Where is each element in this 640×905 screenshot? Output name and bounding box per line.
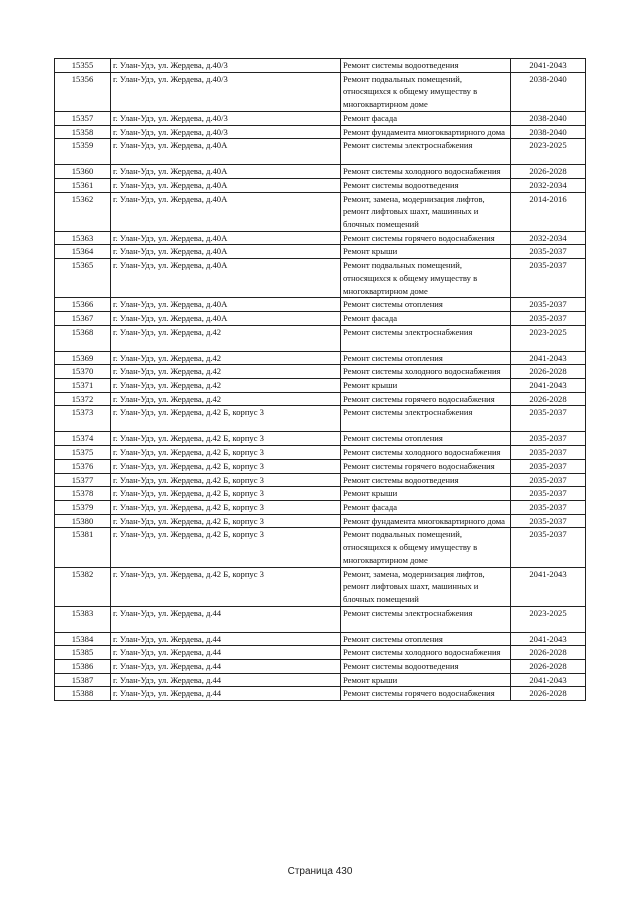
table-row [55, 72, 586, 111]
row-number-cell: 15384 [55, 632, 111, 646]
work-type-cell: Ремонт системы электроснабжения [341, 325, 511, 351]
work-type-cell: Ремонт системы горячего водоснабжения [341, 459, 511, 473]
period-cell: 2026-2028 [511, 660, 586, 674]
address-cell: г. Улан-Удэ, ул. Жердева, д.42 Б, корпус 3 [111, 459, 341, 473]
period-cell: 2035-2037 [511, 459, 586, 473]
table-row [55, 245, 586, 259]
capital-repair-table [54, 58, 586, 701]
period-cell: 2026-2028 [511, 646, 586, 660]
period-cell: 2041-2043 [511, 379, 586, 393]
work-type-cell: Ремонт системы горячего водоснабжения [341, 687, 511, 701]
row-number-cell: 15378 [55, 487, 111, 501]
row-number-cell: 15387 [55, 673, 111, 687]
address-cell: г. Улан-Удэ, ул. Жердева, д.40/3 [111, 72, 341, 111]
address-cell: г. Улан-Удэ, ул. Жердева, д.44 [111, 660, 341, 674]
table-row [55, 528, 586, 567]
period-cell: 2035-2037 [511, 446, 586, 460]
period-cell: 2038-2040 [511, 72, 586, 111]
period-cell: 2035-2037 [511, 406, 586, 432]
work-type-cell: Ремонт системы холодного водоснабжения [341, 446, 511, 460]
row-number-cell: 15382 [55, 567, 111, 606]
period-cell: 2035-2037 [511, 500, 586, 514]
table-row [55, 325, 586, 351]
table-row [55, 632, 586, 646]
work-type-cell: Ремонт системы водоотведения [341, 660, 511, 674]
address-cell: г. Улан-Удэ, ул. Жердева, д.42 Б, корпус 3 [111, 514, 341, 528]
address-cell: г. Улан-Удэ, ул. Жердева, д.40А [111, 178, 341, 192]
table-row [55, 365, 586, 379]
table-row [55, 567, 586, 606]
address-cell: г. Улан-Удэ, ул. Жердева, д.42 [111, 351, 341, 365]
period-cell: 2041-2043 [511, 59, 586, 73]
address-cell: г. Улан-Удэ, ул. Жердева, д.42 Б, корпус 3 [111, 473, 341, 487]
period-cell: 2035-2037 [511, 473, 586, 487]
row-number-cell: 15366 [55, 298, 111, 312]
period-cell: 2026-2028 [511, 365, 586, 379]
work-type-cell: Ремонт системы горячего водоснабжения [341, 231, 511, 245]
period-cell: 2035-2037 [511, 311, 586, 325]
address-cell: г. Улан-Удэ, ул. Жердева, д.42 Б, корпус 3 [111, 528, 341, 567]
row-number-cell: 15388 [55, 687, 111, 701]
table-row [55, 646, 586, 660]
table-row [55, 687, 586, 701]
table-row [55, 406, 586, 432]
address-cell: г. Улан-Удэ, ул. Жердева, д.40А [111, 165, 341, 179]
table-row [55, 473, 586, 487]
period-cell: 2026-2028 [511, 687, 586, 701]
period-cell: 2035-2037 [511, 298, 586, 312]
work-type-cell: Ремонт системы электроснабжения [341, 139, 511, 165]
row-number-cell: 15364 [55, 245, 111, 259]
address-cell: г. Улан-Удэ, ул. Жердева, д.42 Б, корпус 3 [111, 500, 341, 514]
work-type-cell: Ремонт системы отопления [341, 632, 511, 646]
address-cell: г. Улан-Удэ, ул. Жердева, д.42 [111, 379, 341, 393]
row-number-cell: 15359 [55, 139, 111, 165]
row-number-cell: 15361 [55, 178, 111, 192]
work-type-cell: Ремонт подвальных помещений, относящихся к общему имуществу в многоквартирном доме [341, 528, 511, 567]
work-type-cell: Ремонт системы отопления [341, 351, 511, 365]
table-row [55, 606, 586, 632]
period-cell: 2035-2037 [511, 514, 586, 528]
address-cell: г. Улан-Удэ, ул. Жердева, д.40А [111, 139, 341, 165]
work-type-cell: Ремонт системы отопления [341, 298, 511, 312]
row-number-cell: 15355 [55, 59, 111, 73]
period-cell: 2038-2040 [511, 125, 586, 139]
work-type-cell: Ремонт крыши [341, 673, 511, 687]
table-row [55, 514, 586, 528]
row-number-cell: 15375 [55, 446, 111, 460]
row-number-cell: 15358 [55, 125, 111, 139]
period-cell: 2032-2034 [511, 231, 586, 245]
row-number-cell: 15368 [55, 325, 111, 351]
row-number-cell: 15360 [55, 165, 111, 179]
row-number-cell: 15385 [55, 646, 111, 660]
address-cell: г. Улан-Удэ, ул. Жердева, д.40/3 [111, 111, 341, 125]
period-cell: 2041-2043 [511, 673, 586, 687]
period-cell: 2035-2037 [511, 528, 586, 567]
table-row [55, 673, 586, 687]
row-number-cell: 15374 [55, 432, 111, 446]
period-cell: 2026-2028 [511, 165, 586, 179]
row-number-cell: 15363 [55, 231, 111, 245]
row-number-cell: 15379 [55, 500, 111, 514]
row-number-cell: 15386 [55, 660, 111, 674]
table-row [55, 298, 586, 312]
table-row [55, 178, 586, 192]
row-number-cell: 15357 [55, 111, 111, 125]
period-cell: 2023-2025 [511, 139, 586, 165]
row-number-cell: 15372 [55, 392, 111, 406]
work-type-cell: Ремонт системы водоотведения [341, 473, 511, 487]
address-cell: г. Улан-Удэ, ул. Жердева, д.42 Б, корпус 3 [111, 432, 341, 446]
row-number-cell: 15373 [55, 406, 111, 432]
address-cell: г. Улан-Удэ, ул. Жердева, д.40А [111, 231, 341, 245]
table-row [55, 660, 586, 674]
row-number-cell: 15371 [55, 379, 111, 393]
table-row [55, 111, 586, 125]
work-type-cell: Ремонт, замена, модернизация лифтов, ремонт лифтовых шахт, машинных и блочных помещений [341, 567, 511, 606]
address-cell: г. Улан-Удэ, ул. Жердева, д.40А [111, 259, 341, 298]
work-type-cell: Ремонт фундамента многоквартирного дома [341, 125, 511, 139]
page-number: Страница 430 [287, 866, 353, 877]
work-type-cell: Ремонт системы холодного водоснабжения [341, 165, 511, 179]
period-cell: 2038-2040 [511, 111, 586, 125]
period-cell: 2014-2016 [511, 192, 586, 231]
work-type-cell: Ремонт, замена, модернизация лифтов, ремонт лифтовых шахт, машинных и блочных помещений [341, 192, 511, 231]
table-row [55, 59, 586, 73]
period-cell: 2035-2037 [511, 245, 586, 259]
period-cell: 2035-2037 [511, 432, 586, 446]
address-cell: г. Улан-Удэ, ул. Жердева, д.40/3 [111, 125, 341, 139]
table-row [55, 392, 586, 406]
address-cell: г. Улан-Удэ, ул. Жердева, д.42 Б, корпус 3 [111, 406, 341, 432]
address-cell: г. Улан-Удэ, ул. Жердева, д.40А [111, 245, 341, 259]
table-row [55, 125, 586, 139]
period-cell: 2023-2025 [511, 325, 586, 351]
work-type-cell: Ремонт системы водоотведения [341, 59, 511, 73]
row-number-cell: 15362 [55, 192, 111, 231]
address-cell: г. Улан-Удэ, ул. Жердева, д.40/3 [111, 59, 341, 73]
period-cell: 2035-2037 [511, 487, 586, 501]
row-number-cell: 15367 [55, 311, 111, 325]
address-cell: г. Улан-Удэ, ул. Жердева, д.44 [111, 646, 341, 660]
work-type-cell: Ремонт фундамента многоквартирного дома [341, 514, 511, 528]
address-cell: г. Улан-Удэ, ул. Жердева, д.42 Б, корпус 3 [111, 446, 341, 460]
work-type-cell: Ремонт системы холодного водоснабжения [341, 365, 511, 379]
table-row [55, 500, 586, 514]
period-cell: 2023-2025 [511, 606, 586, 632]
table-row [55, 231, 586, 245]
table-row [55, 487, 586, 501]
period-cell: 2035-2037 [511, 259, 586, 298]
row-number-cell: 15376 [55, 459, 111, 473]
address-cell: г. Улан-Удэ, ул. Жердева, д.42 [111, 325, 341, 351]
address-cell: г. Улан-Удэ, ул. Жердева, д.42 [111, 365, 341, 379]
table-row [55, 192, 586, 231]
table-row [55, 351, 586, 365]
address-cell: г. Улан-Удэ, ул. Жердева, д.42 [111, 392, 341, 406]
table-row [55, 311, 586, 325]
table-body [55, 59, 586, 701]
work-type-cell: Ремонт подвальных помещений, относящихся к общему имуществу в многоквартирном доме [341, 259, 511, 298]
row-number-cell: 15365 [55, 259, 111, 298]
work-type-cell: Ремонт системы электроснабжения [341, 406, 511, 432]
address-cell: г. Улан-Удэ, ул. Жердева, д.42 Б, корпус 3 [111, 487, 341, 501]
work-type-cell: Ремонт системы водоотведения [341, 178, 511, 192]
address-cell: г. Улан-Удэ, ул. Жердева, д.44 [111, 673, 341, 687]
work-type-cell: Ремонт фасада [341, 311, 511, 325]
address-cell: г. Улан-Удэ, ул. Жердева, д.44 [111, 632, 341, 646]
address-cell: г. Улан-Удэ, ул. Жердева, д.42 Б, корпус 3 [111, 567, 341, 606]
table-row [55, 259, 586, 298]
address-cell: г. Улан-Удэ, ул. Жердева, д.40А [111, 298, 341, 312]
row-number-cell: 15380 [55, 514, 111, 528]
work-type-cell: Ремонт системы электроснабжения [341, 606, 511, 632]
work-type-cell: Ремонт фасада [341, 111, 511, 125]
row-number-cell: 15369 [55, 351, 111, 365]
work-type-cell: Ремонт крыши [341, 487, 511, 501]
work-type-cell: Ремонт системы отопления [341, 432, 511, 446]
row-number-cell: 15377 [55, 473, 111, 487]
work-type-cell: Ремонт системы холодного водоснабжения [341, 646, 511, 660]
address-cell: г. Улан-Удэ, ул. Жердева, д.44 [111, 606, 341, 632]
work-type-cell: Ремонт крыши [341, 245, 511, 259]
row-number-cell: 15370 [55, 365, 111, 379]
row-number-cell: 15381 [55, 528, 111, 567]
address-cell: г. Улан-Удэ, ул. Жердева, д.40А [111, 311, 341, 325]
work-type-cell: Ремонт подвальных помещений, относящихся к общему имуществу в многоквартирном доме [341, 72, 511, 111]
period-cell: 2041-2043 [511, 632, 586, 646]
period-cell: 2026-2028 [511, 392, 586, 406]
address-cell: г. Улан-Удэ, ул. Жердева, д.44 [111, 687, 341, 701]
work-type-cell: Ремонт системы горячего водоснабжения [341, 392, 511, 406]
period-cell: 2032-2034 [511, 178, 586, 192]
table-row [55, 139, 586, 165]
address-cell: г. Улан-Удэ, ул. Жердева, д.40А [111, 192, 341, 231]
table-row [55, 459, 586, 473]
table-row [55, 379, 586, 393]
table-row [55, 432, 586, 446]
row-number-cell: 15383 [55, 606, 111, 632]
work-type-cell: Ремонт фасада [341, 500, 511, 514]
period-cell: 2041-2043 [511, 567, 586, 606]
work-type-cell: Ремонт крыши [341, 379, 511, 393]
period-cell: 2041-2043 [511, 351, 586, 365]
table-row [55, 446, 586, 460]
table-row [55, 165, 586, 179]
row-number-cell: 15356 [55, 72, 111, 111]
